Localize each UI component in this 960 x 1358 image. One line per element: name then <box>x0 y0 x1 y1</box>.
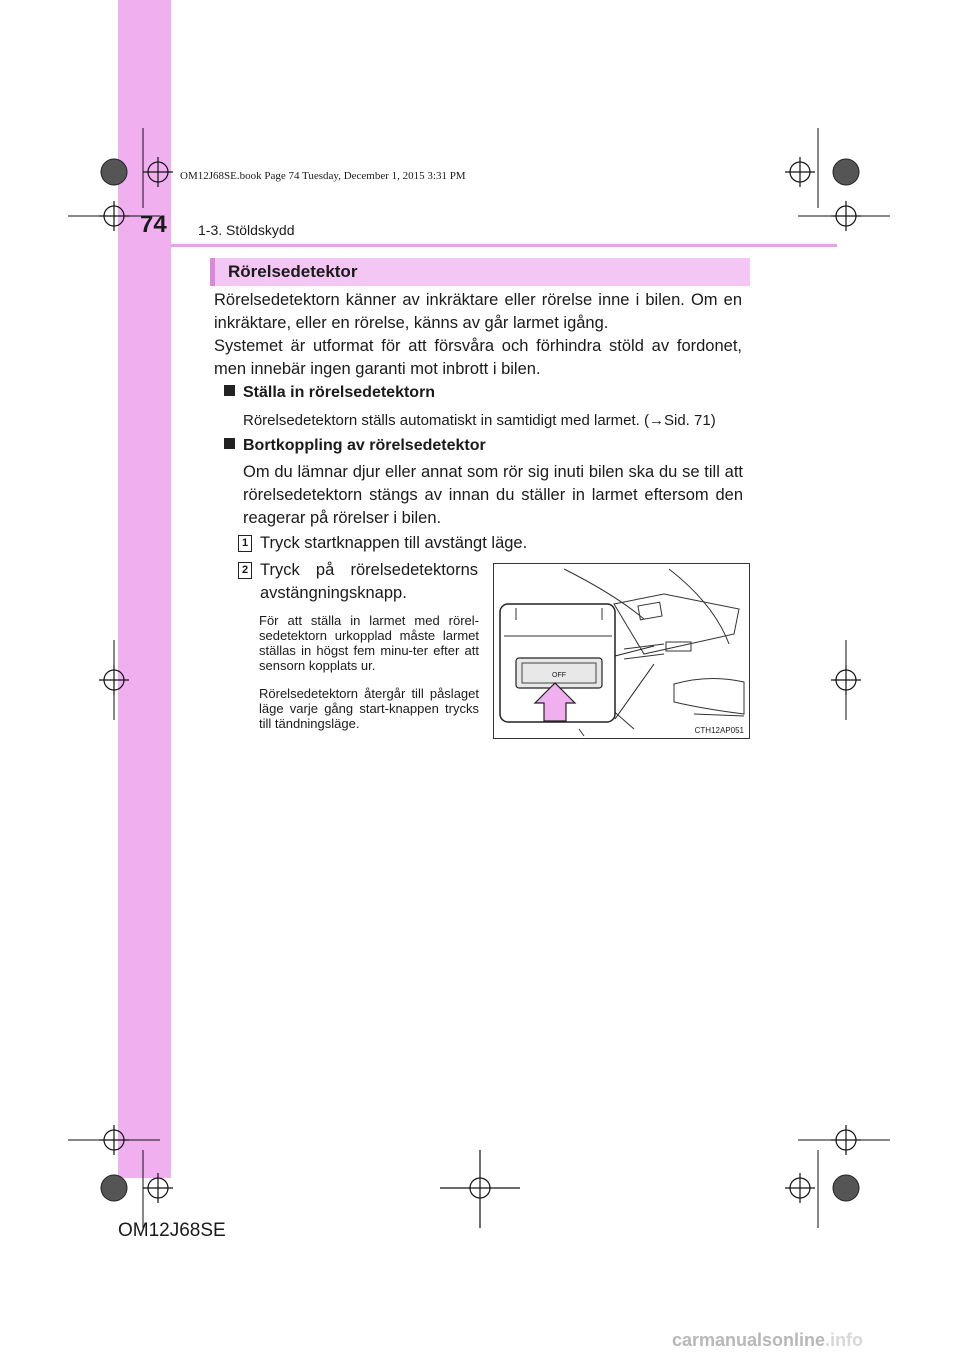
page-number: 74 <box>140 211 167 238</box>
subsection-2-heading <box>224 437 486 455</box>
watermark <box>672 1330 863 1351</box>
step-1-badge: 1 <box>238 535 252 552</box>
bullet-square-icon <box>224 438 235 449</box>
intro-paragraph-1: Rörelsedetektorn känner av inkräktare eller rörelse inne i bilen. Om en inkräktare, eller en rörelse, känns av går larmet igång. <box>214 291 742 332</box>
subsection-1-title: Ställa in rörelsedetektorn <box>243 384 436 401</box>
note-2: Rörelsedetektorn återgår till påslaget läge varje gång start-knappen trycks till tändningsläge. <box>259 686 479 731</box>
subsection-2-title: Bortkoppling av rörelsedetektor <box>243 437 486 454</box>
section-title: 1-3. Stöldskydd <box>198 222 295 238</box>
intro-paragraph-2: Systemet är utformat för att försvåra och förhindra stöld av fordonet, men innebär ingen garanti mot inbrott i bilen. <box>214 337 742 378</box>
watermark-suffix: .info <box>825 1330 864 1350</box>
book-info: OM12J68SE.book Page 74 Tuesday, December 1, 2015 3:31 PM <box>180 170 466 182</box>
section-heading: Rörelsedetektor <box>228 262 358 281</box>
subsection-1-text: Rörelsedetektorn ställs automatiskt in samtidigt med larmet. (→Sid. 71) <box>243 412 716 429</box>
section-heading-bar <box>210 258 750 286</box>
watermark-prefix: carmanualsonline <box>672 1330 826 1350</box>
figure-code: CTH12AP051 <box>694 726 744 735</box>
footer-code: OM12J68SE <box>118 1220 226 1241</box>
note-1: För att ställa in larmet med rörel-sedetektorn urkopplad måste larmet ställas in högst fem minu-ter efter att sensorn kopplats ur. <box>259 613 479 673</box>
subsection-2-text: Om du lämnar djur eller annat som rör sig inuti bilen ska du se till att rörelsedetektorn stängs av innan du ställer in larmet eftersom den reagerar på rörelser i bilen. <box>243 463 743 527</box>
step-2-text: Tryck på rörelsedetektorns avstängningsknapp. <box>260 561 478 602</box>
console-illustration <box>494 564 749 738</box>
step-2-badge: 2 <box>238 562 252 579</box>
bullet-square-icon <box>224 385 235 396</box>
step-1-text: Tryck startknappen till avstängt läge. <box>260 534 528 552</box>
off-button-label: OFF <box>552 672 566 679</box>
subsection-1-heading <box>224 384 435 402</box>
overhead-console-figure <box>493 563 750 739</box>
